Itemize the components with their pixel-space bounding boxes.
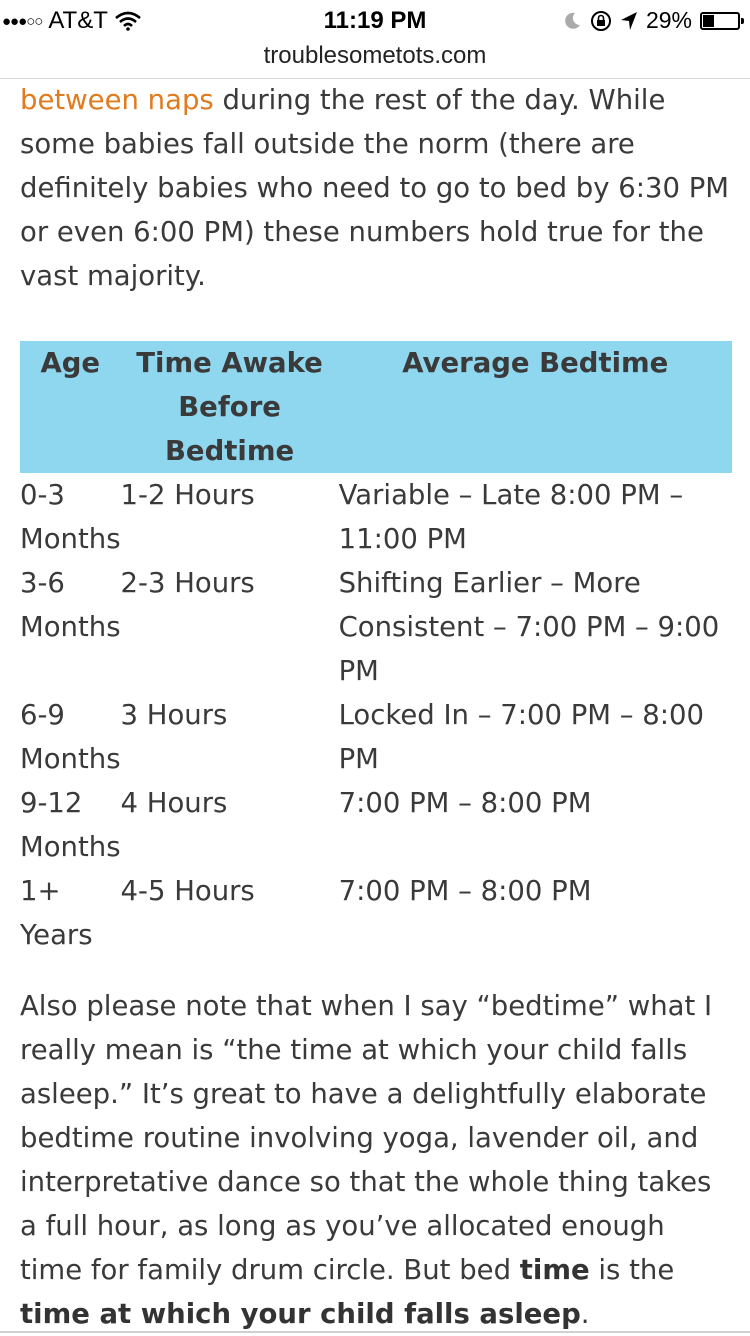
table-row (20, 693, 732, 781)
clock: 11:19 PM (323, 7, 427, 34)
cell-age: 3-6 Months (20, 567, 121, 643)
cell-age: 0-3 Months (20, 479, 121, 555)
battery-percentage: 29% (645, 7, 692, 33)
cell-awake: 4 Hours (120, 787, 228, 819)
status-bar (0, 0, 750, 40)
cell-age: 6-9 Months (20, 699, 121, 775)
intro-paragraph: between naps during the rest of the day. While some babies fall outside the norm (there are definitely babies who need to go to bed by 6:30 PM or even 6:00 PM) these numbers hold true for the vast majority. (20, 84, 730, 292)
cell-awake: 3 Hours (120, 699, 228, 731)
outro-paragraph: Also please note that when I say “bedtime” what I really mean is “the time at which your child falls asleep.” It’s great to have a delightfully elaborate bedtime routine involving yoga, lavender oil, and interpretative dance so that the whole thing takes a full hour, as long as you’ve allocated enough time for family drum circle. But bed time is the time at which your child falls asleep. (20, 990, 713, 1330)
url-text[interactable]: troublesometots.com (263, 42, 487, 69)
table-row (20, 869, 732, 957)
header-age: Age (20, 341, 121, 473)
battery-icon (700, 12, 740, 30)
cell-bedtime: Locked In – 7:00 PM – 8:00 PM (338, 699, 705, 775)
location-arrow-icon (620, 11, 638, 31)
cell-bedtime: Shifting Earlier – More Consistent – 7:00 PM – 9:00 PM (338, 567, 720, 687)
cell-bedtime: 7:00 PM – 8:00 PM (338, 875, 592, 907)
table-row (20, 561, 732, 693)
bold-time: time (519, 1254, 590, 1286)
article-body (20, 78, 732, 1336)
cell-bedtime: 7:00 PM – 8:00 PM (338, 787, 592, 819)
cell-awake: 2-3 Hours (120, 567, 255, 599)
carrier-label: AT&T (48, 7, 108, 34)
table-row (20, 473, 732, 561)
status-bar-right (562, 7, 740, 34)
header-time-awake: Time Awake Before Bedtime (121, 341, 339, 473)
cell-awake: 1-2 Hours (120, 479, 255, 511)
cell-age: 9-12 Months (20, 787, 121, 863)
cell-awake: 4-5 Hours (120, 875, 255, 907)
bold-time-asleep: time at which your child falls asleep (20, 1298, 581, 1330)
divider (0, 1331, 750, 1333)
header-average-bedtime: Average Bedtime (339, 341, 732, 473)
cell-age: 1+ Years (20, 875, 93, 951)
moon-icon (562, 11, 582, 31)
between-naps-link[interactable]: between naps (20, 84, 214, 116)
bedtime-table (20, 341, 732, 957)
table-header-row (20, 341, 732, 473)
signal-dots-icon: ●●●○○ (2, 12, 43, 30)
table-row (20, 781, 732, 869)
address-bar[interactable] (0, 40, 750, 79)
cell-bedtime: Variable – Late 8:00 PM – 11:00 PM (338, 479, 684, 555)
rotation-lock-icon (590, 10, 612, 32)
